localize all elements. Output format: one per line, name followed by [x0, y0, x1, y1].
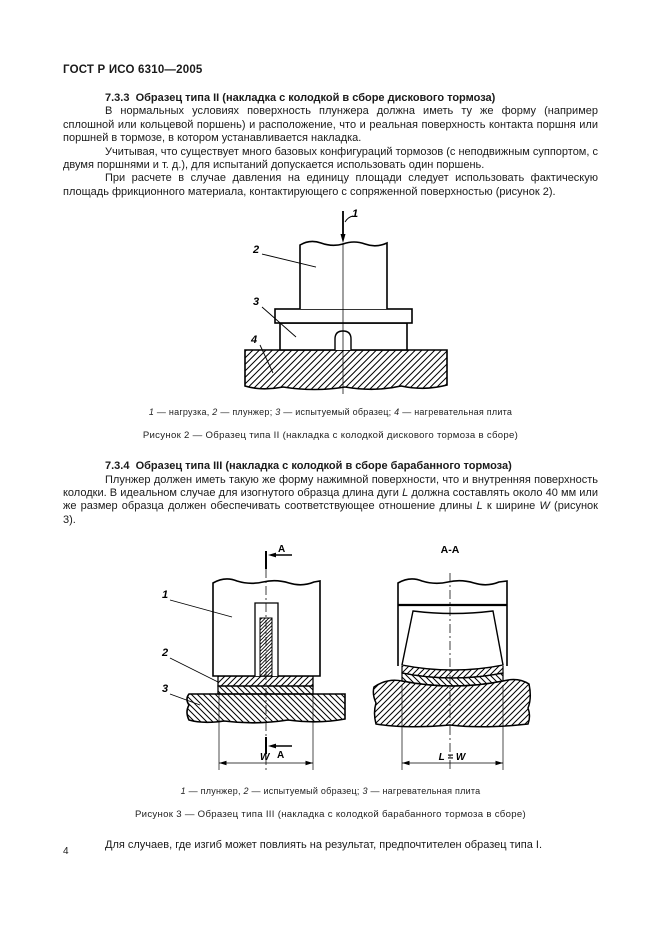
page-content	[63, 64, 598, 853]
fig2-heating-plate	[245, 350, 447, 390]
fig3-dim-w-arrow-right	[306, 761, 314, 765]
fig3-view-label: А-А	[440, 544, 460, 557]
page-number: 4	[63, 846, 69, 857]
figure-3-legend: 1 — плунжер, 2 — испытуемый образец; 3 — нагревательная плита	[180, 786, 481, 797]
fig3-right-heating-plate	[373, 680, 530, 727]
figure-2-title: Рисунок 2 — Образец типа II (накладка с колодкой дискового тормоза в сборе)	[142, 430, 519, 442]
fig3-dim-lw-arrow-right	[496, 761, 504, 765]
figure-2-legend: 1 — нагрузка, 2 — плунжер; 3 — испытуемый образец; 4 — нагревательная плита	[148, 407, 513, 418]
fig3-dim-w-label: W	[260, 752, 270, 764]
figure-3-drawing	[148, 543, 598, 778]
fig2-load-arrowhead	[341, 234, 346, 243]
figure-2-drawing	[205, 203, 598, 399]
fig3-dim-lw-arrow-left	[402, 761, 410, 765]
section-7-3-4-paragraph-1: Плунжер должен иметь такую же форму нажимной поверхности, что и внутренняя поверхность колодки. В идеальном случае для изогнутого образца длина дуги L должна составлять около 40 мм или же размер образца должен обеспечивать соответствующее отношение длины L к ширине W (рисунок 3).	[63, 473, 598, 526]
fig3-left-specimen-bottom-band	[218, 686, 313, 694]
fig3-section-flag-bottom-arrowhead	[268, 744, 276, 749]
fig3-callout-plunger: 1	[162, 589, 169, 602]
standard-designation: ГОСТ Р ИСО 6310—2005	[63, 64, 203, 76]
fig3-leader-2	[170, 658, 218, 682]
figure-3-svg	[148, 543, 548, 778]
fig3-right-pressing-face	[402, 611, 503, 670]
fig2-callout-load: 1	[352, 208, 359, 221]
fig3-callout-specimen: 2	[162, 647, 169, 660]
section-7-3-3-paragraph-1: В нормальных условиях поверхность плунжера должна иметь ту же форму (например сплошной или кольцевой поршень) и расположение, что и реальная поверхность контакта поршня или поршней в тормозе, в котором устанавливается накладка.	[63, 105, 598, 145]
section-7-3-3-paragraph-3: При расчете в случае давления на единицу площади следует использовать фактическую площадь фрикционного материала, контактирующего с сопряженной поверхностью (рисунок 2).	[63, 172, 598, 198]
fig3-section-letter-bottom: А	[277, 750, 285, 762]
section-7-3-3-paragraph-2: Учитывая, что существует много базовых конфигураций тормозов (с неподвижным суппортом, с двумя поршнями и т. д.), для испытаний допускается использовать один поршень.	[63, 145, 598, 172]
fig2-callout-plate: 4	[251, 334, 258, 347]
fig3-dim-w-arrow-left	[219, 761, 227, 765]
figure-2-svg	[205, 203, 470, 399]
fig3-dim-lw-label: L = W	[438, 752, 466, 764]
figure-3-title: Рисунок 3 — Образец типа III (накладка с колодкой барабанного тормоза в сборе)	[134, 809, 527, 821]
fig2-callout-specimen: 3	[253, 296, 260, 309]
section-7-3-4-heading: 7.3.4 Образец типа III (накладка с колодкой в сборе барабанного тормоза)	[105, 460, 512, 473]
fig2-plunger	[300, 242, 387, 310]
closing-paragraph: Для случаев, где изгиб может повлиять на результат, предпочтителен образец типа I.	[105, 839, 543, 852]
section-7-3-3-heading: 7.3.3 Образец типа II (накладка с колодкой в сборе дискового тормоза)	[105, 92, 496, 104]
fig2-callout-plunger: 2	[253, 244, 260, 257]
fig3-section-letter-top: А	[278, 544, 286, 556]
fig3-section-flag-top-arrowhead	[268, 553, 276, 558]
fig2-backing-plate	[275, 309, 412, 323]
fig3-left-specimen-top-band	[218, 676, 313, 686]
fig3-callout-plate: 3	[162, 683, 169, 696]
